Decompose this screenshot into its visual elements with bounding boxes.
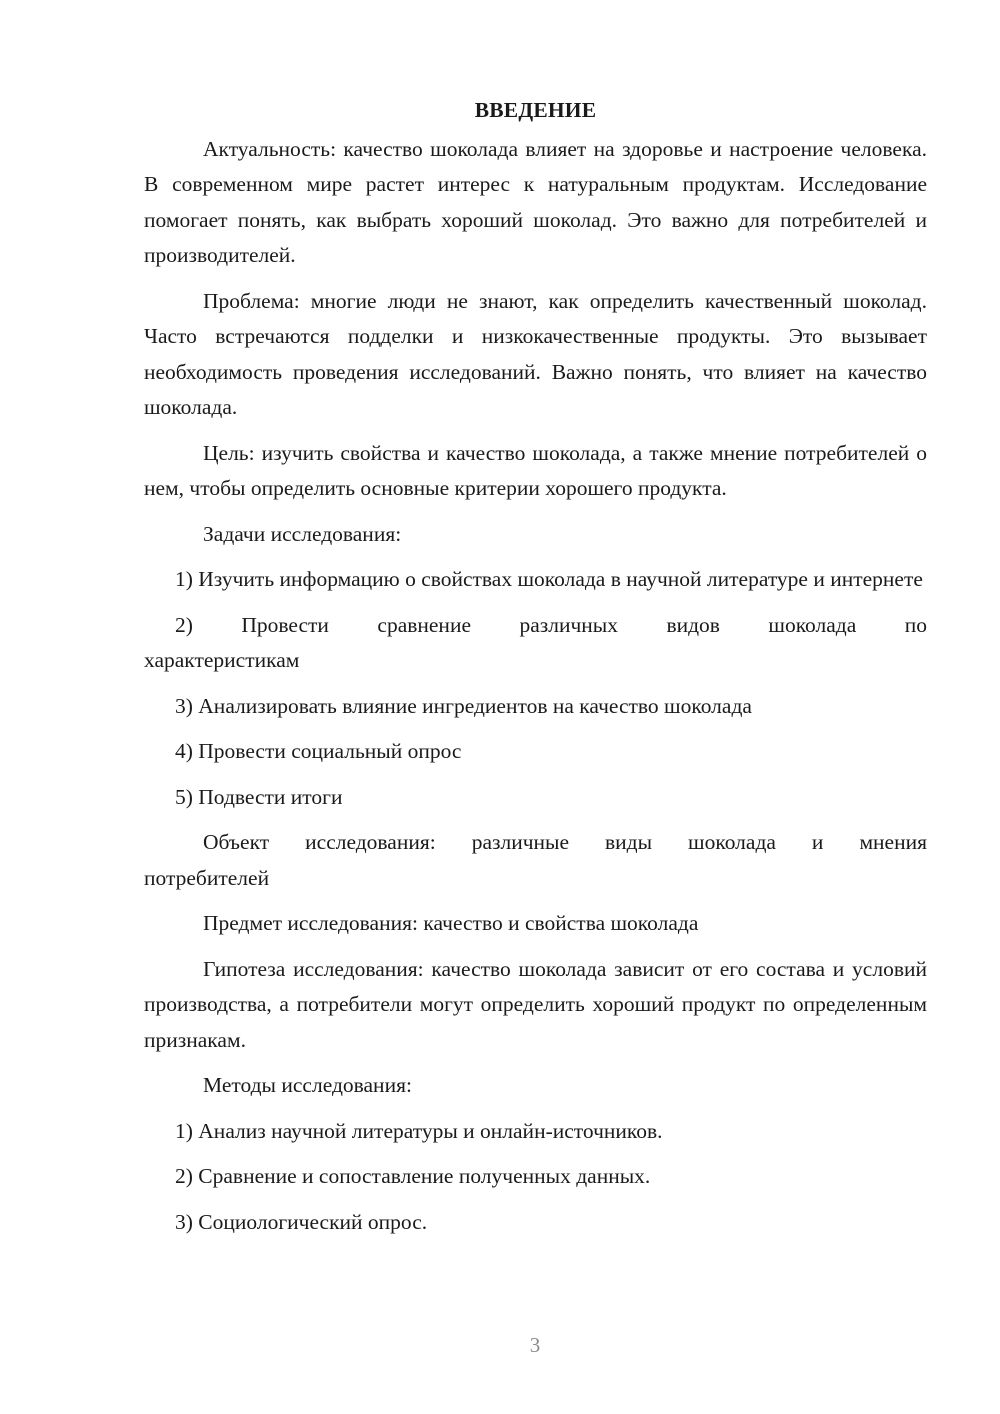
goal-paragraph: Цель: изучить свойства и качество шоколада, а также мнение потребителей о нем, чтобы определить основные критерии хорошего продукта. <box>144 440 927 500</box>
task-item <box>144 608 927 679</box>
methods-heading: Методы исследования: <box>203 1073 412 1097</box>
method-item: 2) Сравнение и сопоставление полученных данных. <box>175 1164 651 1188</box>
problem-paragraph: Проблема: многие люди не знают, как определить качественный шоколад. Часто встречаются подделки и низкокачественные продукты. Это вызывает необходимость проведения исследований. Важно понять, что влияет на качество шоколада. <box>144 288 927 419</box>
task-item: 5) Подвести итоги <box>175 784 343 809</box>
relevance-paragraph: Актуальность: качество шоколада влияет на здоровье и настроение человека. В современном мире растет интерес к натуральным продуктам. Исследование помогает понять, как выбрать хороший шоколад. Это важно для потребителей и производителей. <box>144 136 927 267</box>
tasks-heading: Задачи исследования: <box>203 521 402 546</box>
method-item: 3) Социологический опрос. <box>175 1209 428 1234</box>
task-item: 4) Провести социальный опрос <box>175 739 462 763</box>
task-item-line: характеристикам <box>144 648 300 672</box>
document-page <box>144 93 927 1250</box>
hypothesis-paragraph: Гипотеза исследования: качество шоколада зависит от его состава и условий производства, а потребители могут определить хороший продукт по определенным признакам. <box>144 956 927 1052</box>
task-item: 3) Анализировать влияние ингредиентов на качество шоколада <box>175 693 752 718</box>
page-title: ВВЕДЕНИЕ <box>474 98 597 122</box>
task-item-line: 2) Провести сравнение различных видов шоколада по <box>175 612 927 637</box>
task-item: 1) Изучить информацию о свойствах шоколада в научной литературе и интернете <box>175 567 923 591</box>
object-line: Объект исследования: различные виды шоколада и мнения <box>203 830 927 854</box>
object-paragraph <box>144 825 927 896</box>
subject-paragraph: Предмет исследования: качество и свойства шоколада <box>203 911 699 935</box>
page-number: 3 <box>529 1333 541 1357</box>
object-line: потребителей <box>144 865 270 890</box>
method-item: 1) Анализ научной литературы и онлайн-источников. <box>175 1118 663 1143</box>
